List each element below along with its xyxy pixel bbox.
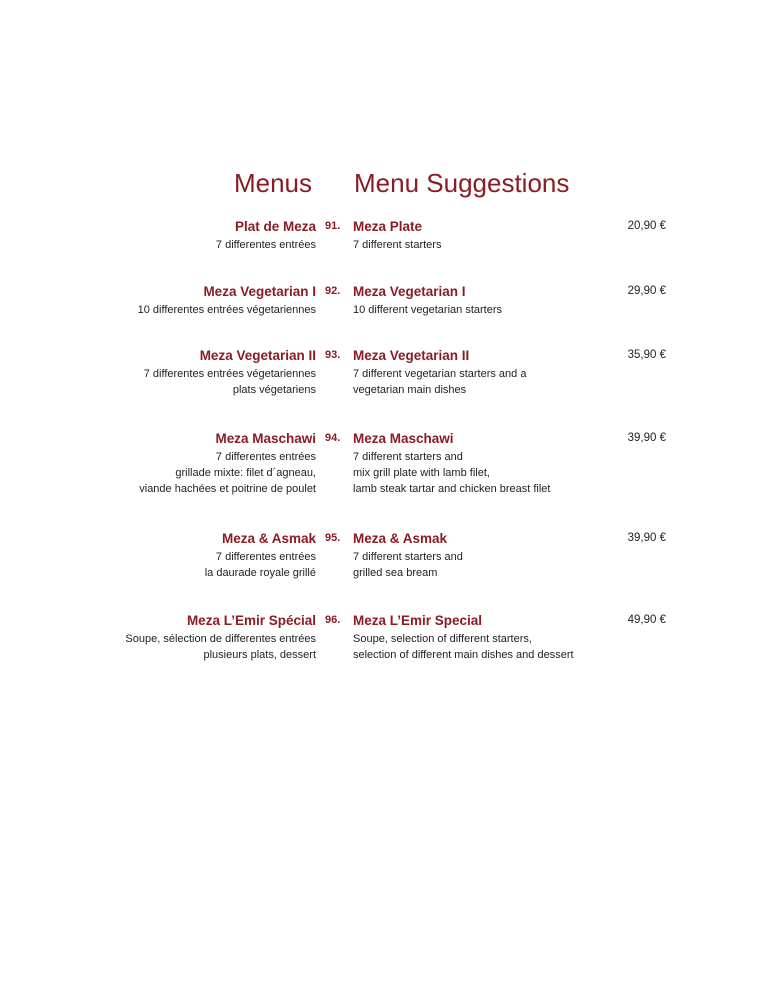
item-number: 95. [325,532,341,544]
english-dish-name: Meza Vegetarian II [353,348,470,363]
english-description-block [353,429,613,497]
french-dish-name: Meza Vegetarian I [203,284,316,299]
english-description-block [353,346,613,398]
menu-suggestions-title: Menu Suggestions [354,168,570,198]
french-description-block [0,282,316,318]
french-dish-description: grillade mixte: filet d´agneau, [175,467,316,479]
english-dish-name: Meza & Asmak [353,531,448,546]
french-dish-description: viande hachées et poitrine de poulet [139,483,316,495]
french-dish-description: 7 differentes entrées [215,451,316,463]
english-dish-description: lamb steak tartar and chicken breast filet [353,483,551,495]
english-dish-name: Meza Plate [353,219,423,234]
french-dish-description: 7 differentes entrées [215,551,316,563]
item-number: 92. [325,285,341,297]
french-dish-description: la daurade royale grillé [204,567,316,579]
english-dish-name: Meza Vegetarian I [353,284,466,299]
english-dish-description: selection of different main dishes and dessert [353,649,574,661]
english-dish-name: Meza Maschawi [353,431,454,446]
french-dish-description: Soupe, sélection de differentes entrées [125,633,316,645]
english-description-block [353,529,613,581]
menus-title: Menus [233,168,312,198]
french-dish-description: 7 differentes entrées végetariennes [143,368,316,380]
french-description-block [0,529,316,581]
french-description-block [0,346,316,398]
french-dish-name: Meza L’Emir Spécial [186,613,316,628]
english-dish-description: Soupe, selection of different starters, [353,633,532,645]
item-number: 93. [325,349,341,361]
english-description-block [353,282,613,318]
english-dish-description: 7 different starters and [353,551,463,563]
english-dish-description: vegetarian main dishes [353,384,467,396]
french-dish-name: Plat de Meza [234,219,316,234]
french-dish-name: Meza & Asmak [221,531,316,546]
french-dish-description: 10 differentes entrées végetariennes [137,304,316,316]
english-dish-description: 7 different vegetarian starters and a [353,368,527,380]
item-number: 91. [325,220,341,232]
item-number: 94. [325,432,341,444]
item-price: 29,90 € [627,285,666,297]
item-price: 39,90 € [627,532,666,544]
french-description-block [0,429,316,497]
french-dish-description: plats végetariens [232,384,316,396]
english-dish-name: Meza L’Emir Special [353,613,483,628]
french-dish-name: Meza Vegetarian II [199,348,316,363]
french-dish-name: Meza Maschawi [215,431,316,446]
english-dish-description: 10 different vegetarian starters [353,304,502,316]
english-description-block [353,217,613,253]
english-dish-description: 7 different starters and [353,451,463,463]
english-dish-description: mix grill plate with lamb filet, [353,467,490,479]
english-description-block [353,611,613,663]
french-description-block [0,217,316,253]
item-price: 35,90 € [627,349,666,361]
french-dish-description: 7 differentes entrées [215,239,316,251]
english-dish-description: grilled sea bream [353,567,438,579]
item-price: 39,90 € [627,432,666,444]
item-price: 49,90 € [627,614,666,626]
english-dish-description: 7 different starters [353,239,442,251]
french-description-block [0,611,316,663]
french-dish-description: plusieurs plats, dessert [203,649,316,661]
item-price: 20,90 € [627,220,666,232]
item-number: 96. [325,614,341,626]
